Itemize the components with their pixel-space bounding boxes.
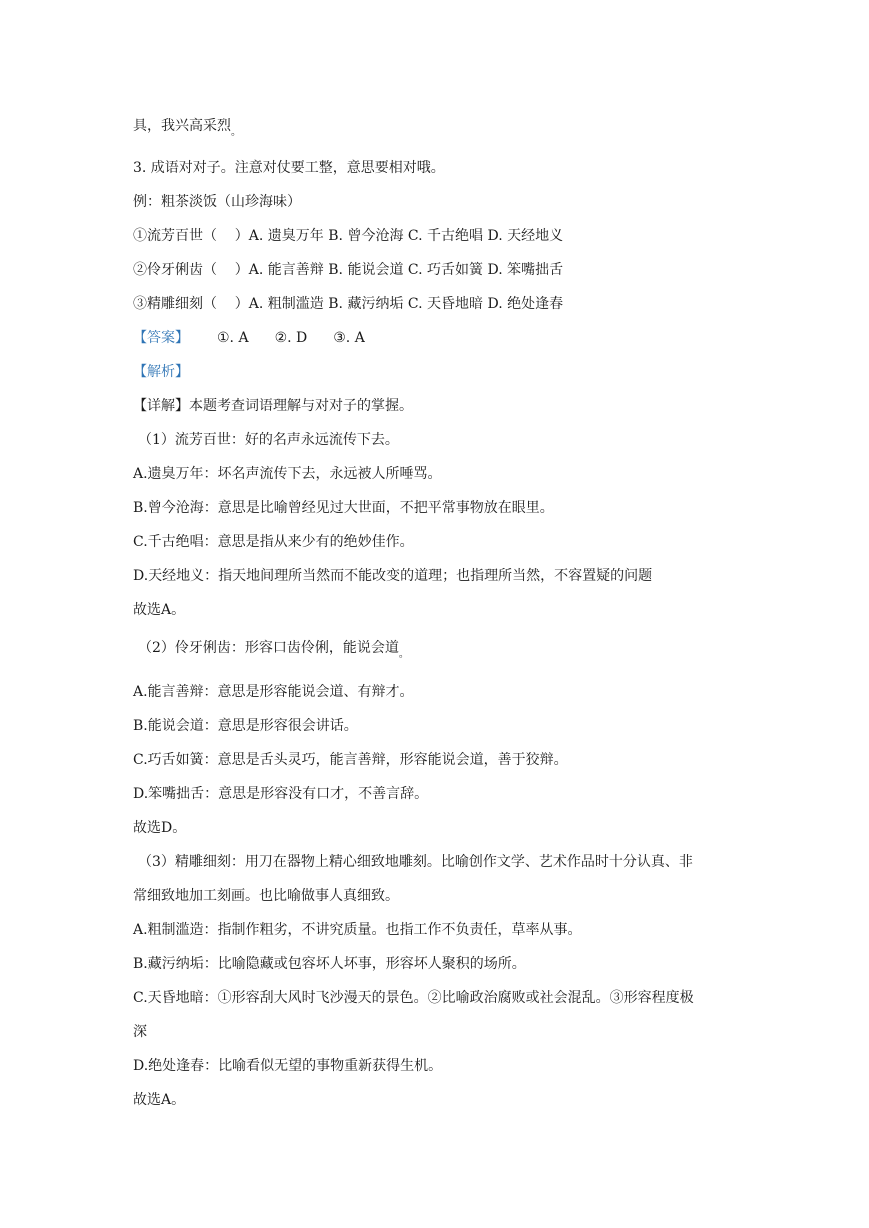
analysis-label: 【解析】	[133, 364, 189, 380]
detail-heading: 【详解】本题考查词语理解与对对子的掌握。	[133, 398, 413, 414]
intro-continuation	[133, 116, 241, 138]
section-3-option-c: C.天昏地暗：①形容刮大风时飞沙漫天的景色。②比喻政治腐败或社会混乱。③形容程度极	[133, 990, 694, 1006]
section-1-option-d: D.天经地义：指天地间理所当然而不能改变的道理；也指理所当然，不容置疑的问题	[133, 568, 653, 584]
section-2-option-a: A.能言善辩：意思是形容能说会道、有辩才。	[133, 684, 414, 700]
section-3-option-a: A.粗制滥造：指制作粗劣，不讲究质量。也指工作不负责任，草率从事。	[133, 922, 582, 938]
section-2-heading	[138, 638, 409, 660]
option-line-2: ②伶牙俐齿（ ）A. 能言善辩 B. 能说会道 C. 巧舌如簧 D. 笨嘴拙舌	[133, 262, 564, 278]
section-2-choice: 故选D。	[133, 820, 187, 836]
section-3-option-b: B.藏污纳垢：比喻隐藏或包容坏人坏事，形容坏人聚积的场所。	[133, 956, 526, 972]
question-3-title: 3. 成语对对子。注意对仗要工整，意思要相对哦。	[133, 160, 445, 176]
section-1-option-b: B.曾今沧海：意思是比喻曾经见过大世面，不把平常事物放在眼里。	[133, 500, 554, 516]
option-line-1: ①流芳百世（ ）A. 遗臭万年 B. 曾今沧海 C. 千古绝唱 D. 天经地义	[133, 228, 564, 244]
section-2-mark: 。	[398, 649, 409, 660]
answer-3: ③. A	[333, 330, 365, 346]
section-2-option-c: C.巧舌如簧：意思是舌头灵巧，能言善辩，形容能说会道，善于狡辩。	[133, 752, 568, 768]
section-3-choice: 故选A。	[133, 1092, 186, 1108]
section-3-heading-cont: 常细致地加工刻画。也比喻做事人真细致。	[133, 888, 399, 904]
section-1-option-a: A.遗臭万年：坏名声流传下去，永远被人所唾骂。	[133, 466, 442, 482]
section-1-option-c: C.千古绝唱：意思是指从来少有的绝妙佳作。	[133, 534, 414, 550]
answer-label: 【答案】	[133, 330, 189, 346]
answer-2: ②. D	[274, 330, 308, 346]
intro-mark: 。	[231, 127, 241, 138]
section-2-option-b: B.能说会道：意思是形容很会讲话。	[133, 718, 358, 734]
section-1-heading: （1）流芳百世：好的名声永远流传下去。	[138, 432, 399, 448]
intro-text: 具，我兴高采烈	[133, 118, 231, 134]
section-1-choice: 故选A。	[133, 602, 186, 618]
section-3-option-d: D.绝处逢春：比喻看似无望的事物重新获得生机。	[133, 1058, 443, 1074]
section-2-heading-text: （2）伶牙俐齿：形容口齿伶俐，能说会道	[138, 640, 399, 656]
example-line: 例：粗茶淡饭（山珍海味）	[133, 194, 301, 210]
option-line-3: ③精雕细刻（ ）A. 粗制滥造 B. 藏污纳垢 C. 天昏地暗 D. 绝处逢春	[133, 296, 564, 312]
answer-line	[133, 328, 365, 348]
section-3-heading: （3）精雕细刻：用刀在器物上精心细致地雕刻。比喻创作文学、艺术作品时十分认真、非	[138, 854, 693, 870]
section-3-option-c-cont: 深	[133, 1024, 147, 1040]
answer-1: ①. A	[217, 330, 249, 346]
section-2-option-d: D.笨嘴拙舌：意思是形容没有口才，不善言辞。	[133, 786, 429, 802]
